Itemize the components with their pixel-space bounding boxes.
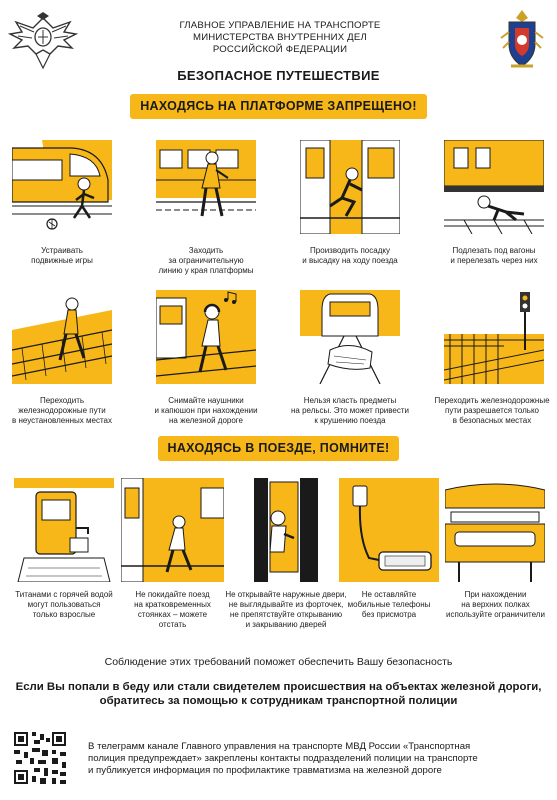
caption-line: При нахождении — [464, 590, 527, 599]
safety-note: Соблюдение этих требований поможет обеспечить Вашу безопасность — [104, 656, 453, 668]
jump-from-moving-train-icon — [300, 140, 400, 234]
caption — [117, 590, 228, 630]
caption-line: в неустановленных местах — [11, 416, 112, 425]
train-heading: НАХОДЯСЬ В ПОЕЗДЕ, ПОМНИТЕ! — [158, 436, 399, 461]
caption-line: Переходить — [39, 396, 85, 405]
caption — [4, 590, 124, 620]
leaving-train-icon — [121, 478, 224, 582]
caption-line: к крушению поезда — [314, 416, 386, 425]
caption-line: линию у края платформы — [158, 266, 254, 275]
telegram-line: и публикуется информация по профилактике травматизма на железной дороге — [88, 765, 442, 776]
charging-phone-icon — [339, 478, 439, 582]
caption-line: подвижные игры — [31, 256, 93, 265]
caption — [429, 396, 555, 426]
caption-line: используйте ограничители — [446, 610, 545, 619]
organization-name — [110, 20, 450, 56]
caption — [335, 590, 443, 620]
appeal-line: обратитесь за помощью к сотрудникам транспортной полиции — [99, 695, 458, 707]
caption-line: мобильные телефоны — [347, 600, 431, 609]
telegram-line: В телеграмм канале Главного управления на транспорте МВД России «Транспортная — [88, 741, 471, 752]
caption-line: стоянках – можете — [137, 610, 208, 619]
caption — [285, 396, 415, 426]
caption-line: на верхних полках — [461, 600, 530, 609]
caption-line: пути разрешается только — [445, 406, 539, 415]
caption-line: могут пользоваться — [27, 600, 101, 609]
platform-heading: НАХОДЯСЬ НА ПЛАТФОРМЕ ЗАПРЕЩЕНО! — [130, 94, 427, 119]
page-title: БЕЗОПАСНОЕ ПУТЕШЕСТВИЕ — [177, 68, 380, 83]
headphones-on-track-icon — [156, 290, 256, 384]
caption-line: не препятствуйте открыванию — [229, 610, 343, 619]
caption-line: за ограничительную — [168, 256, 244, 265]
signal-crossing-icon — [444, 290, 544, 384]
caption — [146, 246, 266, 276]
caption-line: без присмотра — [361, 610, 417, 619]
org-line: ГЛАВНОЕ УПРАВЛЕНИЕ НА ТРАНСПОРТЕ — [179, 20, 381, 31]
mvd-eagle-emblem-icon — [8, 10, 78, 72]
caption-line: только взрослые — [32, 610, 96, 619]
help-appeal — [0, 680, 557, 708]
caption-line: и закрыванию дверей — [245, 620, 327, 629]
caption-line: Устраивать — [41, 246, 83, 255]
platform-edge-walk-icon — [156, 140, 256, 234]
caption-line: на кратковременных — [134, 600, 211, 609]
door-lean-out-icon — [240, 478, 332, 582]
caption-line: железнодорожные пути — [18, 406, 106, 415]
caption — [222, 590, 350, 630]
hot-water-boiler-icon — [14, 478, 114, 582]
crawl-under-wagon-icon — [444, 140, 544, 234]
org-line: РОССИЙСКОЙ ФЕДЕРАЦИИ — [212, 44, 348, 55]
qr-code-icon[interactable] — [12, 730, 68, 786]
caption — [434, 246, 554, 266]
caption — [2, 396, 122, 426]
caption-line: Нельзя класть предметы — [303, 396, 397, 405]
caption-line: Не покидайте поезд — [135, 590, 210, 599]
caption — [141, 396, 271, 426]
caption-line: не выглядывайте из форточек, — [228, 600, 344, 609]
org-line: МИНИСТЕРСТВА ВНУТРЕННИХ ДЕЛ — [193, 32, 367, 43]
objects-on-rails-icon — [300, 290, 400, 384]
caption-line: на рельсы. Это может привести — [290, 406, 410, 415]
transport-police-shield-icon — [497, 8, 547, 72]
caption-line: Производить посадку — [310, 246, 390, 255]
appeal-line: Если Вы попали в беду или стали свидетелем происшествия на объектах железной дороги, — [15, 681, 542, 693]
caption-line: и перелезать через них — [450, 256, 538, 265]
caption-line: Подлезать под вагоны — [452, 246, 536, 255]
caption-line: Заходить — [188, 246, 224, 255]
caption — [290, 246, 410, 266]
telegram-info — [88, 741, 548, 777]
caption-line: и высадку на ходу поезда — [302, 256, 398, 265]
caption-line: Не оставляйте — [361, 590, 417, 599]
caption-line: на железной дороге — [169, 416, 243, 425]
caption-line: Титанами с горячей водой — [15, 590, 113, 599]
crossing-tracks-icon — [12, 290, 112, 384]
caption-line: Переходить железнодорожные — [434, 396, 550, 405]
caption-line: Не открывайте наружные двери, — [225, 590, 347, 599]
caption-line: и капюшон при нахождении — [154, 406, 258, 415]
caption-line: в безопасных местах — [452, 416, 532, 425]
ball-play-train-icon — [12, 140, 112, 234]
upper-berth-icon — [445, 478, 545, 582]
caption-line: отстать — [158, 620, 187, 629]
caption-line: Снимайте наушники — [168, 396, 244, 405]
telegram-line: полиция предупреждает» закреплены контакты подразделений полиции на транспорте — [88, 753, 478, 764]
caption — [437, 590, 554, 620]
caption — [12, 246, 112, 266]
